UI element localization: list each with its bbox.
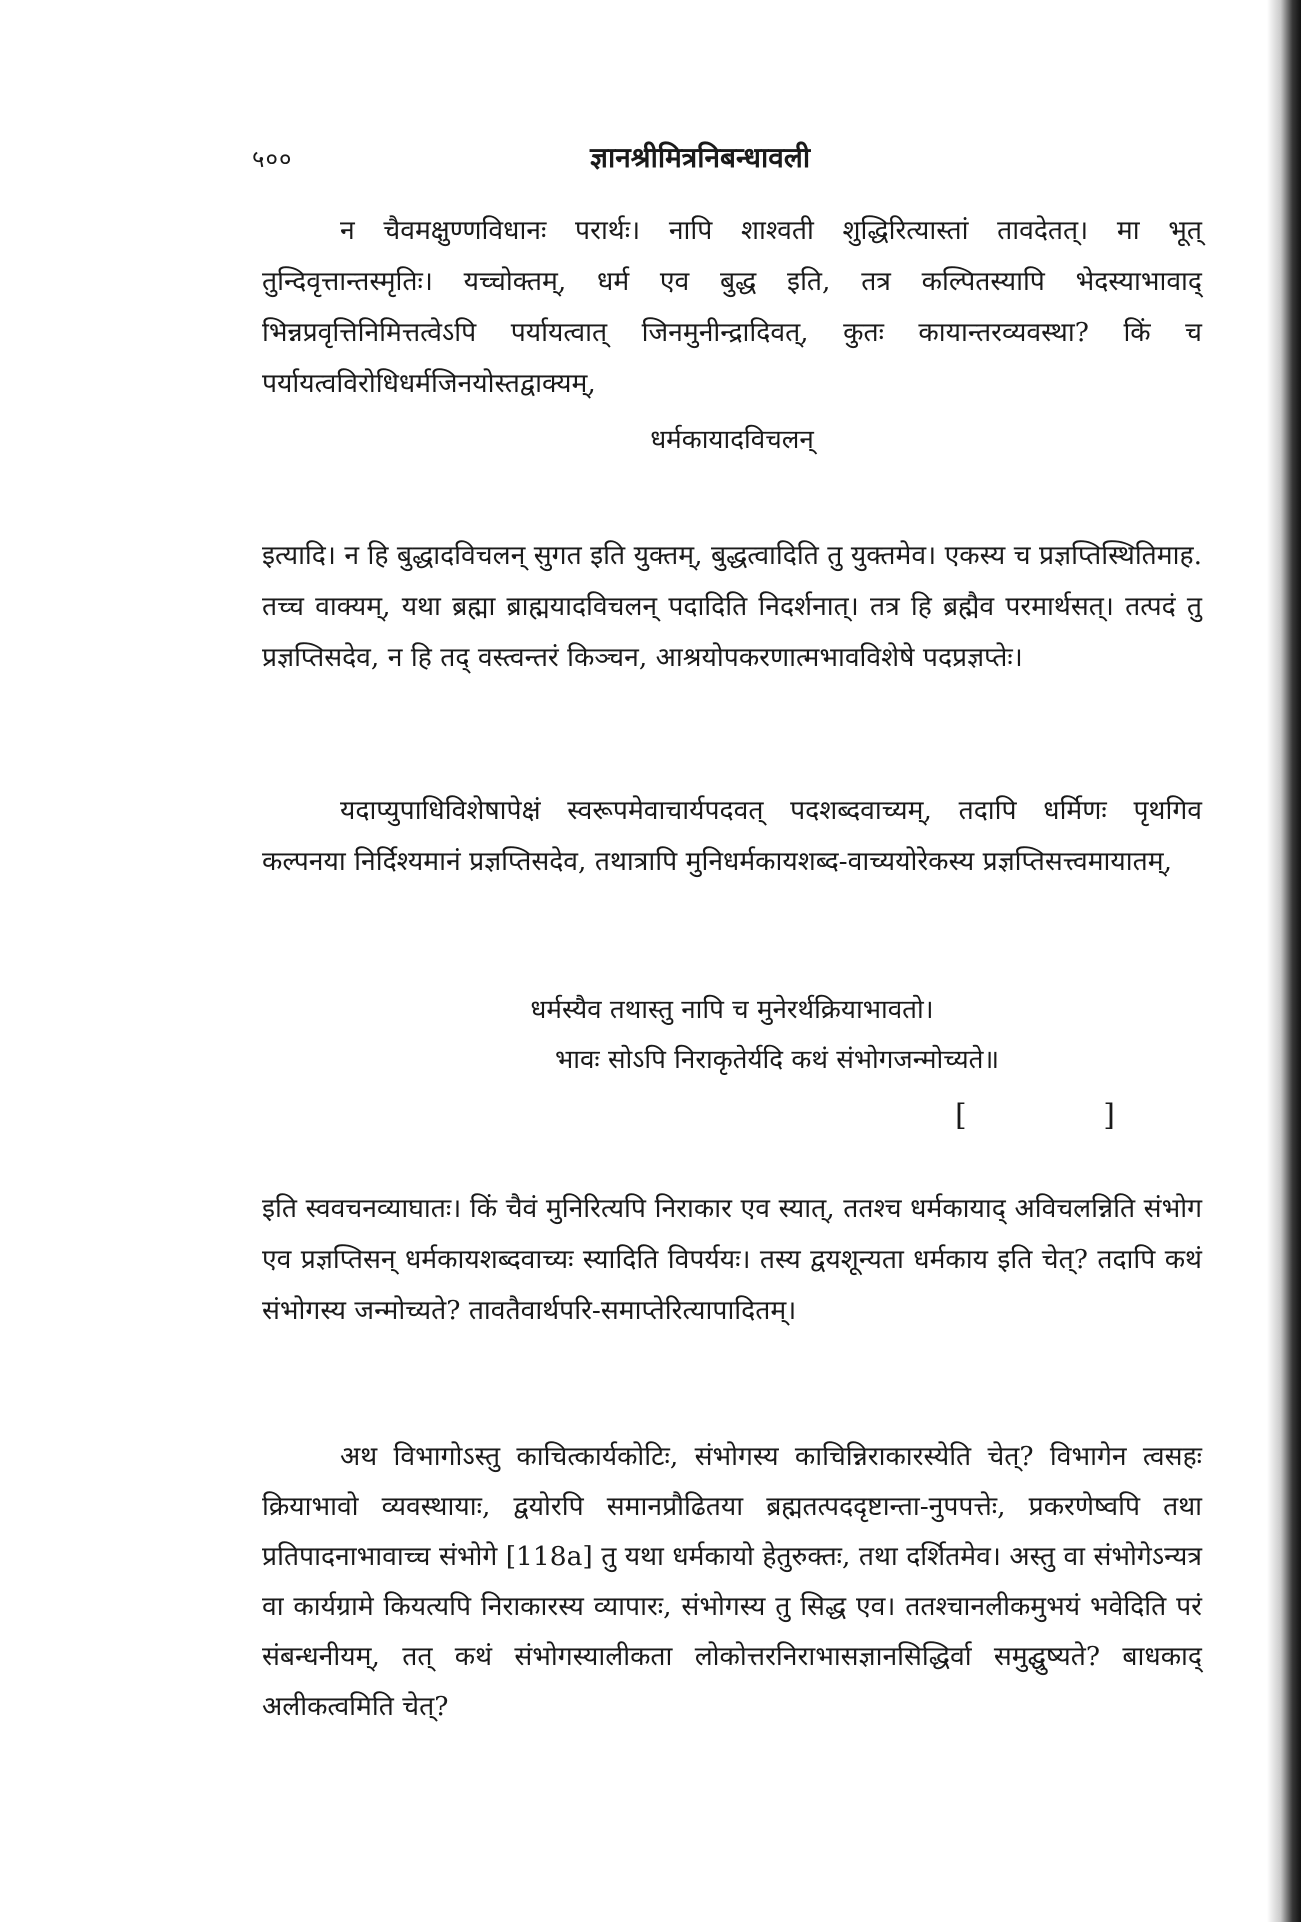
empty-reference-brackets: [955, 1098, 1115, 1133]
open-bracket: [: [955, 1098, 967, 1133]
paragraph-2: इत्यादि। न हि बुद्धादविचलन् सुगत इति युक्तम्, बुद्धत्वादिति तु युक्तमेव। एकस्य च प्रज्ञप्तिस्थितिमाह. तच्च वाक्यम्, यथा ब्रह्मा ब्राह्मयादविचलन् पदादिति निदर्शनात्। तत्र हि ब्रह्मैव परमार्थसत्। तत्पदं तु प्रज्ञप्तिसदेव, न हि तद् वस्त्वन्तरं किञ्चन, आश्रयोपकरणात्मभावविशेषे पदप्रज्ञप्तेः।: [262, 540, 1202, 673]
quoted-phrase-heading: धर्मकायादविचलन्: [650, 425, 814, 455]
page-binding-edge: [1267, 0, 1301, 1922]
paragraph-3: यदाप्युपाधिविशेषापेक्षं स्वरूपमेवाचार्यपदवत् पदशब्दवाच्यम्, तदापि धर्मिणः पृथगिव कल्पनया निर्दिश्यमानं प्रज्ञप्तिसदेव, तथात्रापि मुनिधर्मकायशब्द-वाच्ययोरेकस्य प्रज्ञप्तिसत्त्वमायातम्,: [262, 795, 1202, 877]
page-header: [0, 138, 1301, 178]
paragraph-5: अथ विभागोऽस्तु काचित्कार्यकोटिः, संभोगस्य काचिन्निराकारस्येति चेत्? विभागेन त्वसहः क्रियाभावो व्यवस्थायाः, द्वयोरपि समानप्रौढितया ब्रह्मतत्पददृष्टान्ता-नुपपत्तेः, प्रकरणेष्वपि तथा प्रतिपादनाभावाच्च संभोगे [118a] तु यथा धर्मकायो हेतुरुक्तः, तथा दर्शितमेव। अस्तु वा संभोगेऽन्यत्र वा कार्यग्रामे कियत्यपि निराकारस्य व्यापारः, संभोगस्य तु सिद्ध एव। ततश्चानलीकमुभयं भवेदिति परं संबन्धनीयम्, तत् कथं संभोगस्यालीकता लोकोत्तरनिराभासज्ञानसिद्धिर्वा समुद्घुष्यते? बाधकाद् अलीकत्वमिति चेत्?: [262, 1441, 1202, 1722]
running-title: ज्ञानश्रीमित्रनिबन्धावली: [590, 141, 811, 174]
verse-block: [262, 985, 1202, 1085]
page-number: ५००: [252, 145, 293, 173]
close-bracket: ]: [1103, 1098, 1115, 1133]
verse-line-2: भावः सोऽपि निराकृतेर्यदि कथं संभोगजन्मोच्यते॥: [554, 1045, 1000, 1075]
paragraph-4: इति स्ववचनव्याघातः। किं चैवं मुनिरित्यपि निराकार एव स्यात्, ततश्च धर्मकायाद् अविचलन्निति संभोग एव प्रज्ञप्तिसन् धर्मकायशब्दवाच्यः स्यादिति विपर्ययः। तस्य द्वयशून्यता धर्मकाय इति चेत्? तदापि कथं संभोगस्य जन्मोच्यते? तावतैवार्थपरि-समाप्तेरित्यापादितम्।: [262, 1193, 1202, 1326]
paragraph-1: न चैवमक्षुण्णविधानः परार्थः। नापि शाश्वती शुद्धिरित्यास्तां तावदेतत्। मा भूत् तुन्दिवृत्तान्तस्मृतिः। यच्चोक्तम्, धर्म एव बुद्ध इति, तत्र कल्पितस्यापि भेदस्याभावाद् भिन्नप्रवृत्तिनिमित्तत्वेऽपि पर्यायत्वात् जिनमुनीन्द्रादिवत्, कुतः कायान्तरव्यवस्था? किं च पर्यायत्वविरोधिधर्मजिनयोस्तद्वाक्यम्,: [262, 215, 1202, 399]
verse-line-1: धर्मस्यैव तथास्तु नापि च मुनेरर्थक्रियाभावतो।: [530, 995, 934, 1025]
